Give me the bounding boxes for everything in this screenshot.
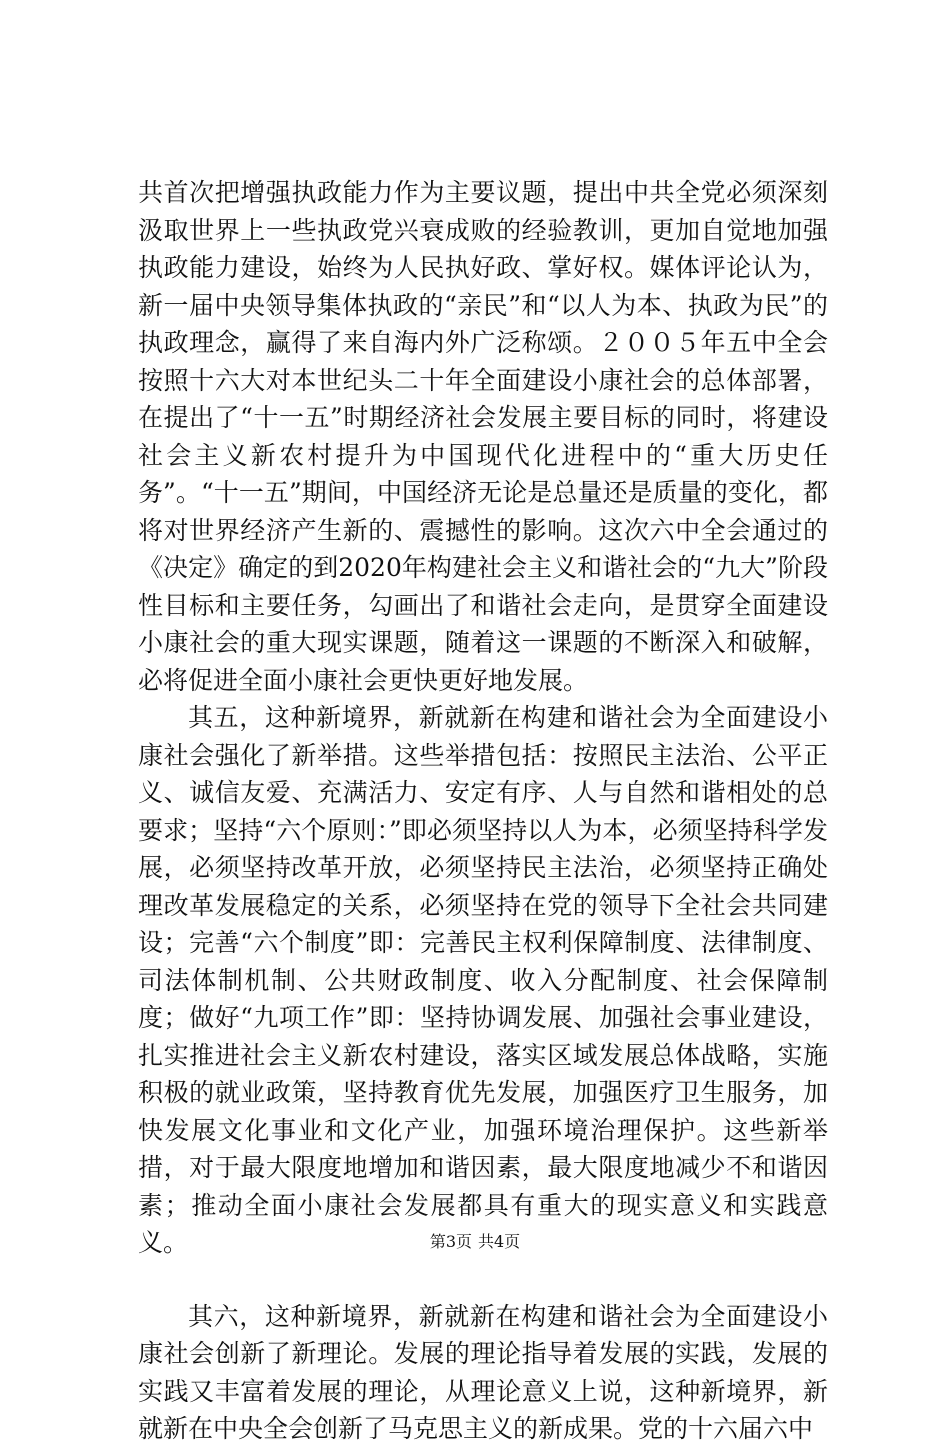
paragraph-fifth: 其五，这种新境界，新就新在构建和谐社会为全面建设小康社会强化了新举措。这些举措包括：按照民主法治、公平正义、诚信友爱、充满活力、安定有序、人与自然和谐相处的总要求；坚持“六个原则：”即必须坚持以人为本，必须坚持科学发展，必须坚持改革开放，必须坚持民主法治，必须坚持正确处理改革发展稳定的关系，必须坚持在党的领导下全社会共同建设；完善“六个制度”即：完善民主权利保障制度、法律制度、司法体制机制、公共财政制度、收入分配制度、社会保障制度；做好“九项工作”即：坚持协调发展、加强社会事业建设，扎实推进社会主义新农村建设，落实区域发展总体战略，实施积极的就业政策，坚持教育优先发展，加强医疗卫生服务，加快发展文化事业和文化产业，加强环境治理保护。这些新举措，对于最大限度地增加和谐因素，最大限度地减少不和谐因素；推动全面小康社会发展都具有重大的现实意义和实践意义。 xyxy=(138,703,828,1257)
document-body xyxy=(138,174,828,1448)
paragraph-continuation: 共首次把增强执政能力作为主要议题，提出中共全党必须深刻汲取世界上一些执政党兴衰成败的经验教训，更加自觉地加强执政能力建设，始终为人民执好政、掌好权。媒体评论认为，新一届中央领导集体执政的“亲民”和“以人为本、执政为民”的执政理念，赢得了来自海内外广泛称颂。２００５年五中全会按照十六大对本世纪头二十年全面建设小康社会的总体部署，在提出了“十一五”时期经济社会发展主要目标的同时，将建设社会主义新农村提升为中国现代化进程中的“重大历史任务”。“十一五”期间，中国经济无论是总量还是质量的变化，都将对世界经济产生新的、震撼性的影响。这次六中全会通过的《决定》确定的到2020年构建社会主义和谐社会的“九大”阶段性目标和主要任务，勾画出了和谐社会走向，是贯穿全面建设小康社会的重大现实课题，随着这一课题的不断深入和破解，必将促进全面小康社会更快更好地发展。 xyxy=(138,178,828,695)
page-total: 共4页 xyxy=(478,1232,521,1251)
page-footer xyxy=(0,1232,950,1252)
page-number: 第3页 xyxy=(429,1232,472,1251)
paragraph-sixth: 其六，这种新境界，新就新在构建和谐社会为全面建设小康社会创新了新理论。发展的理论指导着发展的实践，发展的实践又丰富着发展的理论，从理论意义上说，这种新境界，新就新在中央全会创新了马克思主义的新成果。党的十六届六中 xyxy=(138,1301,828,1443)
